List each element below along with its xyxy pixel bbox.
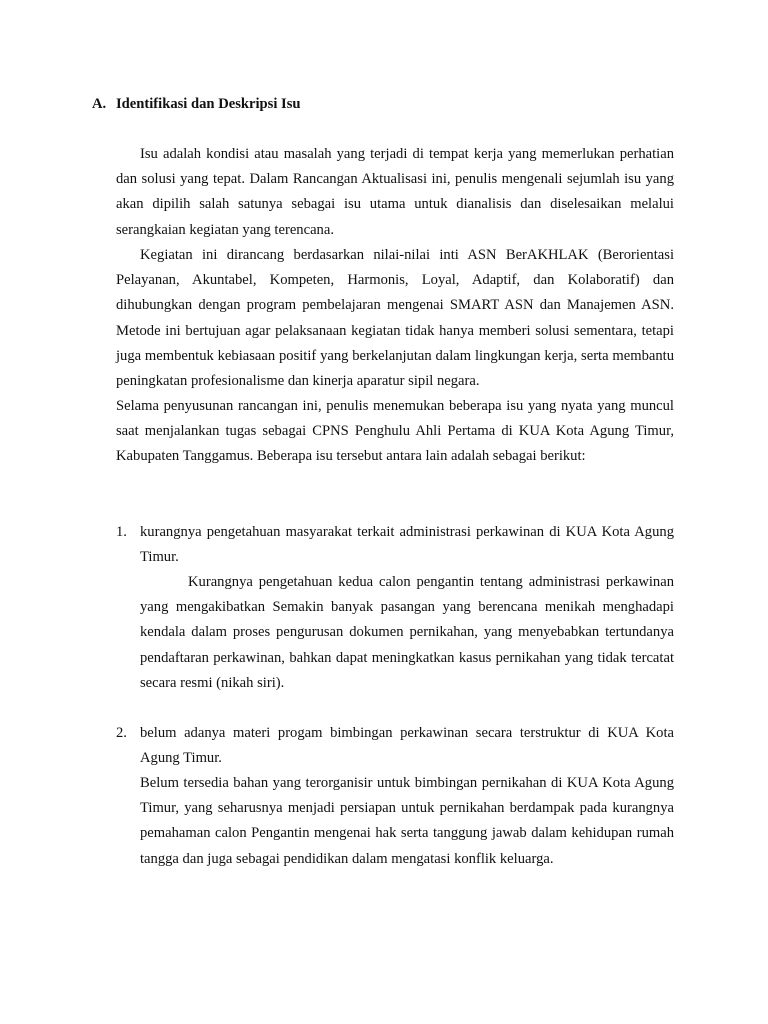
issue-2-number: 2.	[116, 725, 127, 741]
issue-1-number: 1.	[116, 524, 127, 540]
paragraph-issues-intro: Selama penyusunan rancangan ini, penulis menemukan beberapa isu yang nyata yang muncul saat menjalankan tugas sebagai CPNS Penghulu Ahli Pertama di KUA Kota Agung Timur, Kabupaten Tanggamus. Beberapa isu tersebut antara lain adalah sebagai berikut:	[116, 398, 674, 465]
issue-1-description: Kurangnya pengetahuan kedua calon pengantin tentang administrasi perkawinan yang mengakibatkan Semakin banyak pasangan yang berencana menikah menghadapi kendala dalam proses pengurusan dokumen pernikahan, yang menyebabkan tertundanya pendaftaran perkawinan, bahkan dapat meningkatkan kasus pernikahan yang tidak tercatat secara resmi (nikah siri).	[140, 574, 674, 691]
paragraph-intro: Isu adalah kondisi atau masalah yang terjadi di tempat kerja yang memerlukan perhatian dan solusi yang tepat. Dalam Rancangan Aktualisasi ini, penulis mengenali sejumlah isu yang akan dipilih salah satunya sebagai isu utama untuk dianalisis dan diselesaikan melalui serangkaian kegiatan yang terencana.	[116, 146, 674, 238]
section-heading	[92, 94, 301, 114]
issue-1-title: kurangnya pengetahuan masyarakat terkait administrasi perkawinan di KUA Kota Agung Timur.	[140, 524, 674, 566]
issue-2-description: Belum tersedia bahan yang terorganisir untuk bimbingan pernikahan di KUA Kota Agung Timur, yang seharusnya menjadi persiapan untuk pernikahan berdampak pada kurangnya pemahaman calon Pengantin mengenai hak serta tanggung jawab dalam kehidupan rumah tangga dan juga sebagai pendidikan dalam mengatasi konflik keluarga.	[140, 775, 674, 867]
paragraph-berakhlak: Kegiatan ini dirancang berdasarkan nilai-nilai inti ASN BerAKHLAK (Berorientasi Pelayanan, Akuntabel, Kompeten, Harmonis, Loyal, Adaptif, dan Kolaboratif) dan dihubungkan dengan program pembelajaran mengenai SMART ASN dan Manajemen ASN. Metode ini bertujuan agar pelaksanaan kegiatan tidak hanya memberi solusi sementara, tetapi juga membentuk kebiasaan positif yang berkelanjutan dalam lingkungan kerja, serta membantu peningkatan profesionalisme dan kinerja aparatur sipil negara.	[116, 247, 674, 390]
issue-2-title: belum adanya materi progam bimbingan perkawinan secara terstruktur di KUA Kota Agung Timur.	[140, 725, 674, 767]
section-number: A.	[92, 96, 107, 112]
section-title: Identifikasi dan Deskripsi Isu	[116, 96, 301, 112]
